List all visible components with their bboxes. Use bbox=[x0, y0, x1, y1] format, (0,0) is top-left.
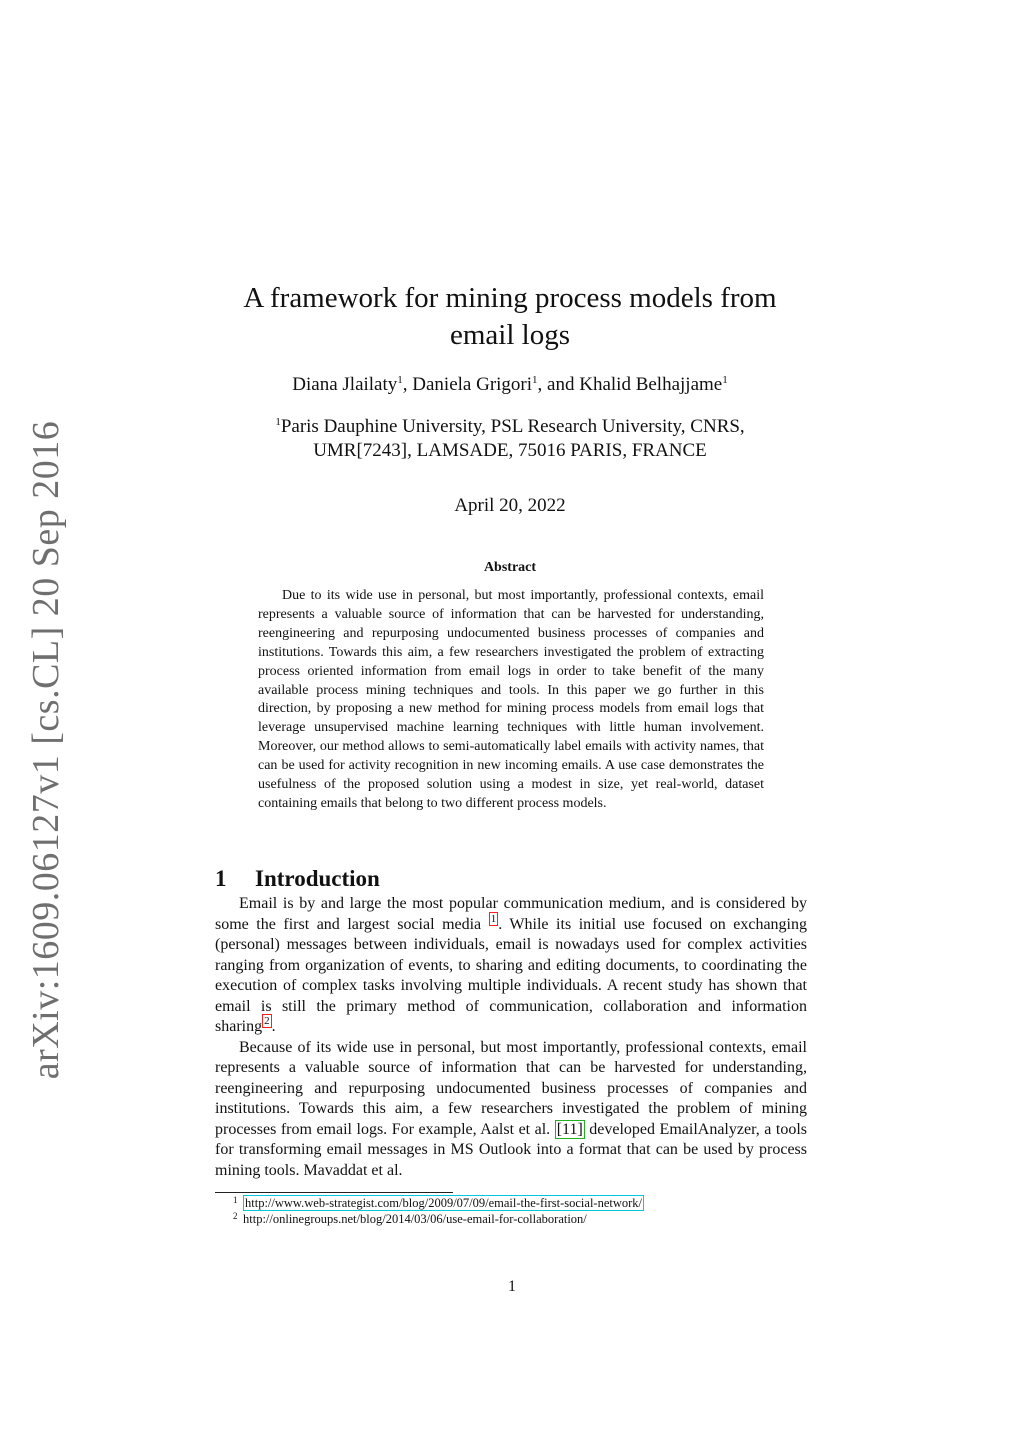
author-separator: , bbox=[402, 374, 413, 395]
paragraph-text: Email is by and large the most popular communication medium, and is considered by some the first and largest social media bbox=[215, 895, 807, 933]
affiliation bbox=[210, 415, 810, 463]
section-heading bbox=[215, 866, 380, 892]
footnotes bbox=[215, 1195, 815, 1227]
paragraph-2 bbox=[215, 1038, 807, 1182]
section-body bbox=[215, 894, 807, 1181]
page-number: 1 bbox=[508, 1278, 516, 1295]
paragraph-1 bbox=[215, 894, 807, 1038]
paragraph-text: . bbox=[271, 1018, 276, 1035]
paper-title bbox=[210, 280, 810, 354]
footnote-mark: 2 bbox=[233, 1211, 238, 1221]
affiliation-text: Paris Dauphine University, PSL Research University, CNRS, bbox=[280, 416, 745, 437]
footnote-link-2[interactable]: 2 bbox=[264, 1015, 270, 1027]
arxiv-identifier: arXiv:1609.06127v1 [cs.CL] 20 Sep 2016 bbox=[25, 420, 67, 1080]
title-line-2: email logs bbox=[449, 319, 570, 351]
abstract-heading: Abstract bbox=[483, 560, 537, 575]
author-separator: , and bbox=[537, 374, 580, 395]
author-list bbox=[210, 374, 810, 396]
citation-link[interactable]: [11] bbox=[556, 1120, 583, 1138]
affiliation-mark: 1 bbox=[275, 416, 281, 428]
footnote-divider bbox=[215, 1192, 453, 1193]
paragraph-text: Because of its wide use in personal, but most importantly, professional contexts, email represents a valuable source of information that can be harvested for understanding, reengineering and repurposing undocumented business processes of companies and institutions. Towards this aim, a few researchers investigated the problem of mining processes from email logs. For example, Aalst et al. bbox=[215, 1038, 807, 1138]
title-line-1: A framework for mining process models from bbox=[243, 282, 777, 314]
section-title: Introduction bbox=[255, 866, 380, 891]
author-name: Diana Jlailaty bbox=[292, 374, 398, 395]
footnote-1 bbox=[215, 1195, 815, 1211]
affiliation-line-2: UMR[7243], LAMSADE, 75016 PARIS, FRANCE bbox=[313, 440, 707, 461]
author-name: Daniela Grigori bbox=[412, 374, 533, 395]
paragraph-text: developed EmailAnalyzer, a tools for transforming email messages in MS Outlook into a format that can be used by process mining tools. Mavaddat et al. bbox=[215, 1120, 808, 1179]
footnote-url: http://onlinegroups.net/blog/2014/03/06/use-email-for-collaboration/ bbox=[243, 1212, 587, 1226]
affiliation-mark: 1 bbox=[532, 374, 538, 386]
abstract-text: Due to its wide use in personal, but most importantly, professional contexts, email represents a valuable source of information that can be harvested for understanding, reengineering and repurposing undocumented business processes of companies and institutions. Towards this aim, a few researchers investigated the problem of extracting process oriented information from email logs in order to take benefit of the many available process mining techniques and tools. In this paper we go further in this direction, by proposing a new method for mining process models from email logs that leverage unsupervised machine learning techniques with little human involvement. Moreover, our method allows to semi-automatically label emails with activity names, that can be used for activity recognition in new incoming emails. A use case demonstrates the usefulness of the proposed solution using a modest in size, yet real-world, dataset containing emails that belong to two different process models. bbox=[258, 588, 764, 811]
affiliation-mark: 1 bbox=[397, 374, 403, 386]
footnote-link-1[interactable]: 1 bbox=[490, 912, 497, 925]
paper-date: April 20, 2022 bbox=[454, 495, 566, 516]
paragraph-text: . While its initial use focused on exchanging (personal) messages between individuals, email is nowadays used for complex activities ranging from organization of events, to sharing and editing documents, to coordinating the execution of complex tasks involving multiple individuals. A recent study has shown that email is still the primary method of communication, collaboration and information sharing bbox=[215, 915, 807, 1035]
footnote-url-link[interactable]: http://www.web-strategist.com/blog/2009/07/09/email-the-first-social-network/ bbox=[245, 1196, 643, 1210]
author-name: Khalid Belhajjame bbox=[579, 374, 723, 395]
footnote-mark: 1 bbox=[233, 1195, 238, 1205]
section-number: 1 bbox=[215, 866, 227, 891]
affiliation-line-1 bbox=[210, 415, 810, 439]
footnote-2 bbox=[215, 1211, 815, 1227]
affiliation-mark: 1 bbox=[722, 374, 728, 386]
